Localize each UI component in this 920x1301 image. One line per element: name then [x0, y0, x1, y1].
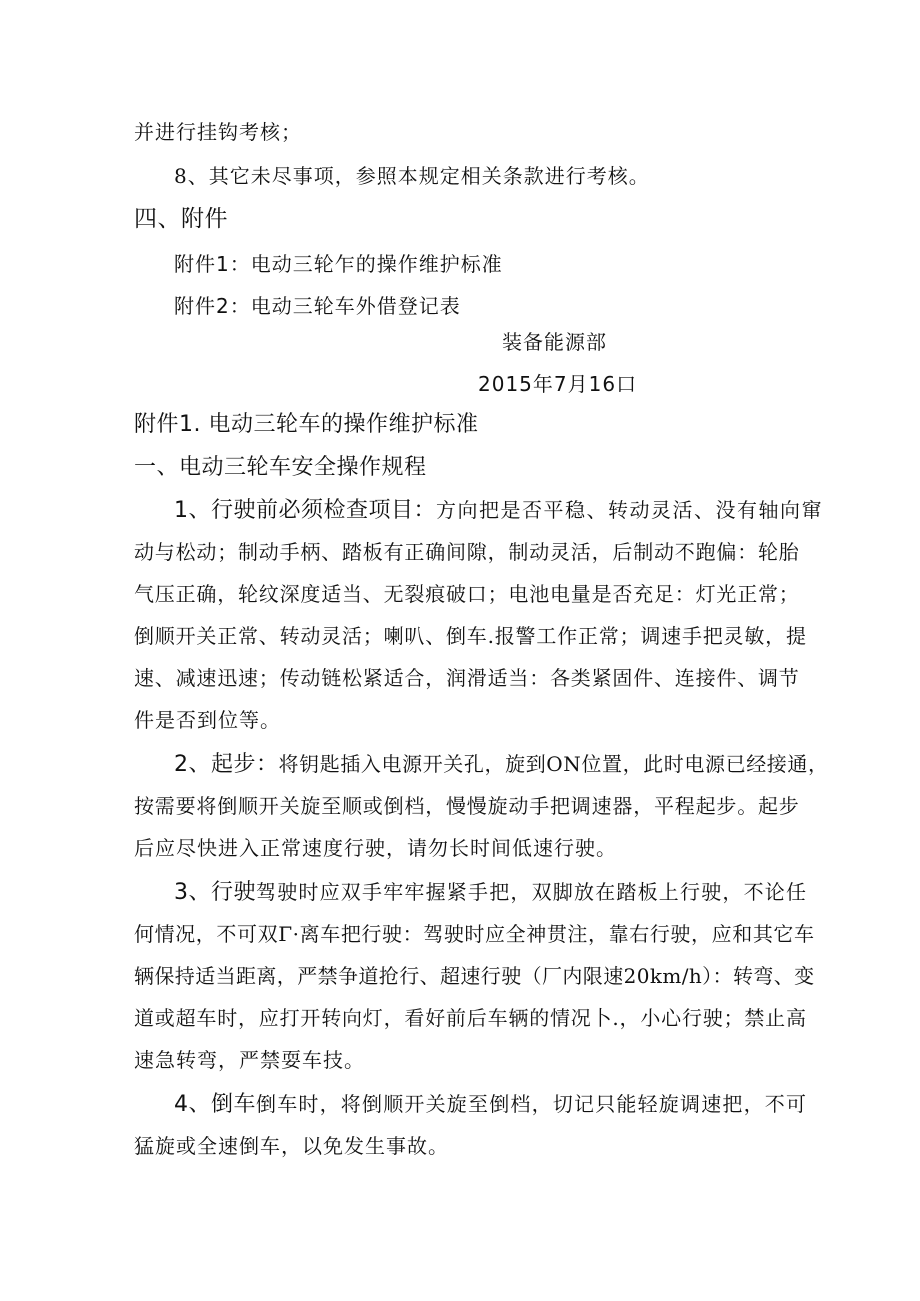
item-1-label: 1、行驶前必须检查项目： — [174, 498, 436, 523]
item-4-label: 4、倒车 — [174, 1092, 256, 1117]
item-1-first-line — [174, 496, 823, 525]
item-1-line-4: 倒顺开关正常、转动灵活；喇叭、倒车.报警工作正常；调速手把灵敏，提 — [134, 624, 807, 648]
item-4-line-1: 倒车时，将倒顺开关旋至倒档，切记只能轻旋调速把，不可 — [256, 1092, 808, 1116]
attachment-2-reference: 附件2：电动三轮车外借登记表 — [174, 294, 461, 318]
item-2-label: 2、起步： — [174, 752, 279, 777]
item-3-line-5: 速急转弯，严禁耍车技。 — [134, 1048, 365, 1072]
item-3-first-line — [174, 878, 807, 907]
item-1-line-2: 动与松动；制动手柄、踏板有正确间隙，制动灵活，后制动不跑偏：轮胎 — [134, 540, 800, 564]
item-1-line-1: 方向把是否平稳、转动灵活、没有轴向窜 — [436, 498, 823, 522]
attachment-1-reference: 附件1：电动三轮乍的操作维护标准 — [174, 252, 503, 276]
item-1-line-3: 气压正确，轮纹深度适当、无裂痕破口；电池电量是否充足：灯光正常； — [134, 582, 800, 606]
item-1-line-6: 件是否到位等。 — [134, 708, 281, 732]
item-3-line-1: 驾驶时应双手牢牢握紧手把，双脚放在踏板上行驶，不论任 — [256, 880, 808, 904]
safety-section-title: 一、电动三轮车安全操作规程 — [134, 455, 427, 480]
continuation-line: 并进行挂钩考核； — [134, 120, 302, 144]
signature-department: 装备能源部 — [502, 330, 607, 354]
signature-date: 2015年7月16口 — [478, 372, 638, 396]
item-3-line-3: 辆保持适当距离，严禁争道抢行、超速行驶（厂内限速20km/h）：转弯、变 — [134, 964, 815, 988]
section-4-heading: 四、附件 — [134, 206, 228, 232]
item-3-line-2: 何情况，不可双Γ·离车把行驶：驾驶时应全神贯注，靠右行驶，应和其它车 — [134, 922, 815, 946]
item-4-line-2: 猛旋或全速倒车，以免发生事故。 — [134, 1134, 449, 1158]
item-2-line-3: 后应尽快进入正常速度行驶，请勿长时间低速行驶。 — [134, 836, 617, 860]
item-8-text: 8、其它未尽事项，参照本规定相关条款进行考核。 — [174, 164, 650, 188]
item-2-line-1: 将钥匙插入电源开关孔，旋到ON位置，此时电源已经接通， — [278, 752, 829, 776]
item-1-line-5: 速、减速迅速；传动链松紧适合，润滑适当：各类紧固件、连接件、调节 — [134, 666, 800, 690]
item-4-first-line — [174, 1090, 807, 1119]
item-2-first-line — [174, 750, 829, 779]
item-3-label: 3、行驶 — [174, 880, 256, 905]
item-3-line-4: 道或超车时，应打开转向灯，看好前后车辆的情况卜.，小心行驶；禁止高 — [134, 1006, 807, 1030]
attachment-1-title: 附件1. 电动三轮车的操作维护标准 — [134, 412, 479, 437]
item-2-line-2: 按需要将倒顺开关旋至顺或倒档，慢慢旋动手把调速器，平程起步。起步 — [134, 794, 800, 818]
